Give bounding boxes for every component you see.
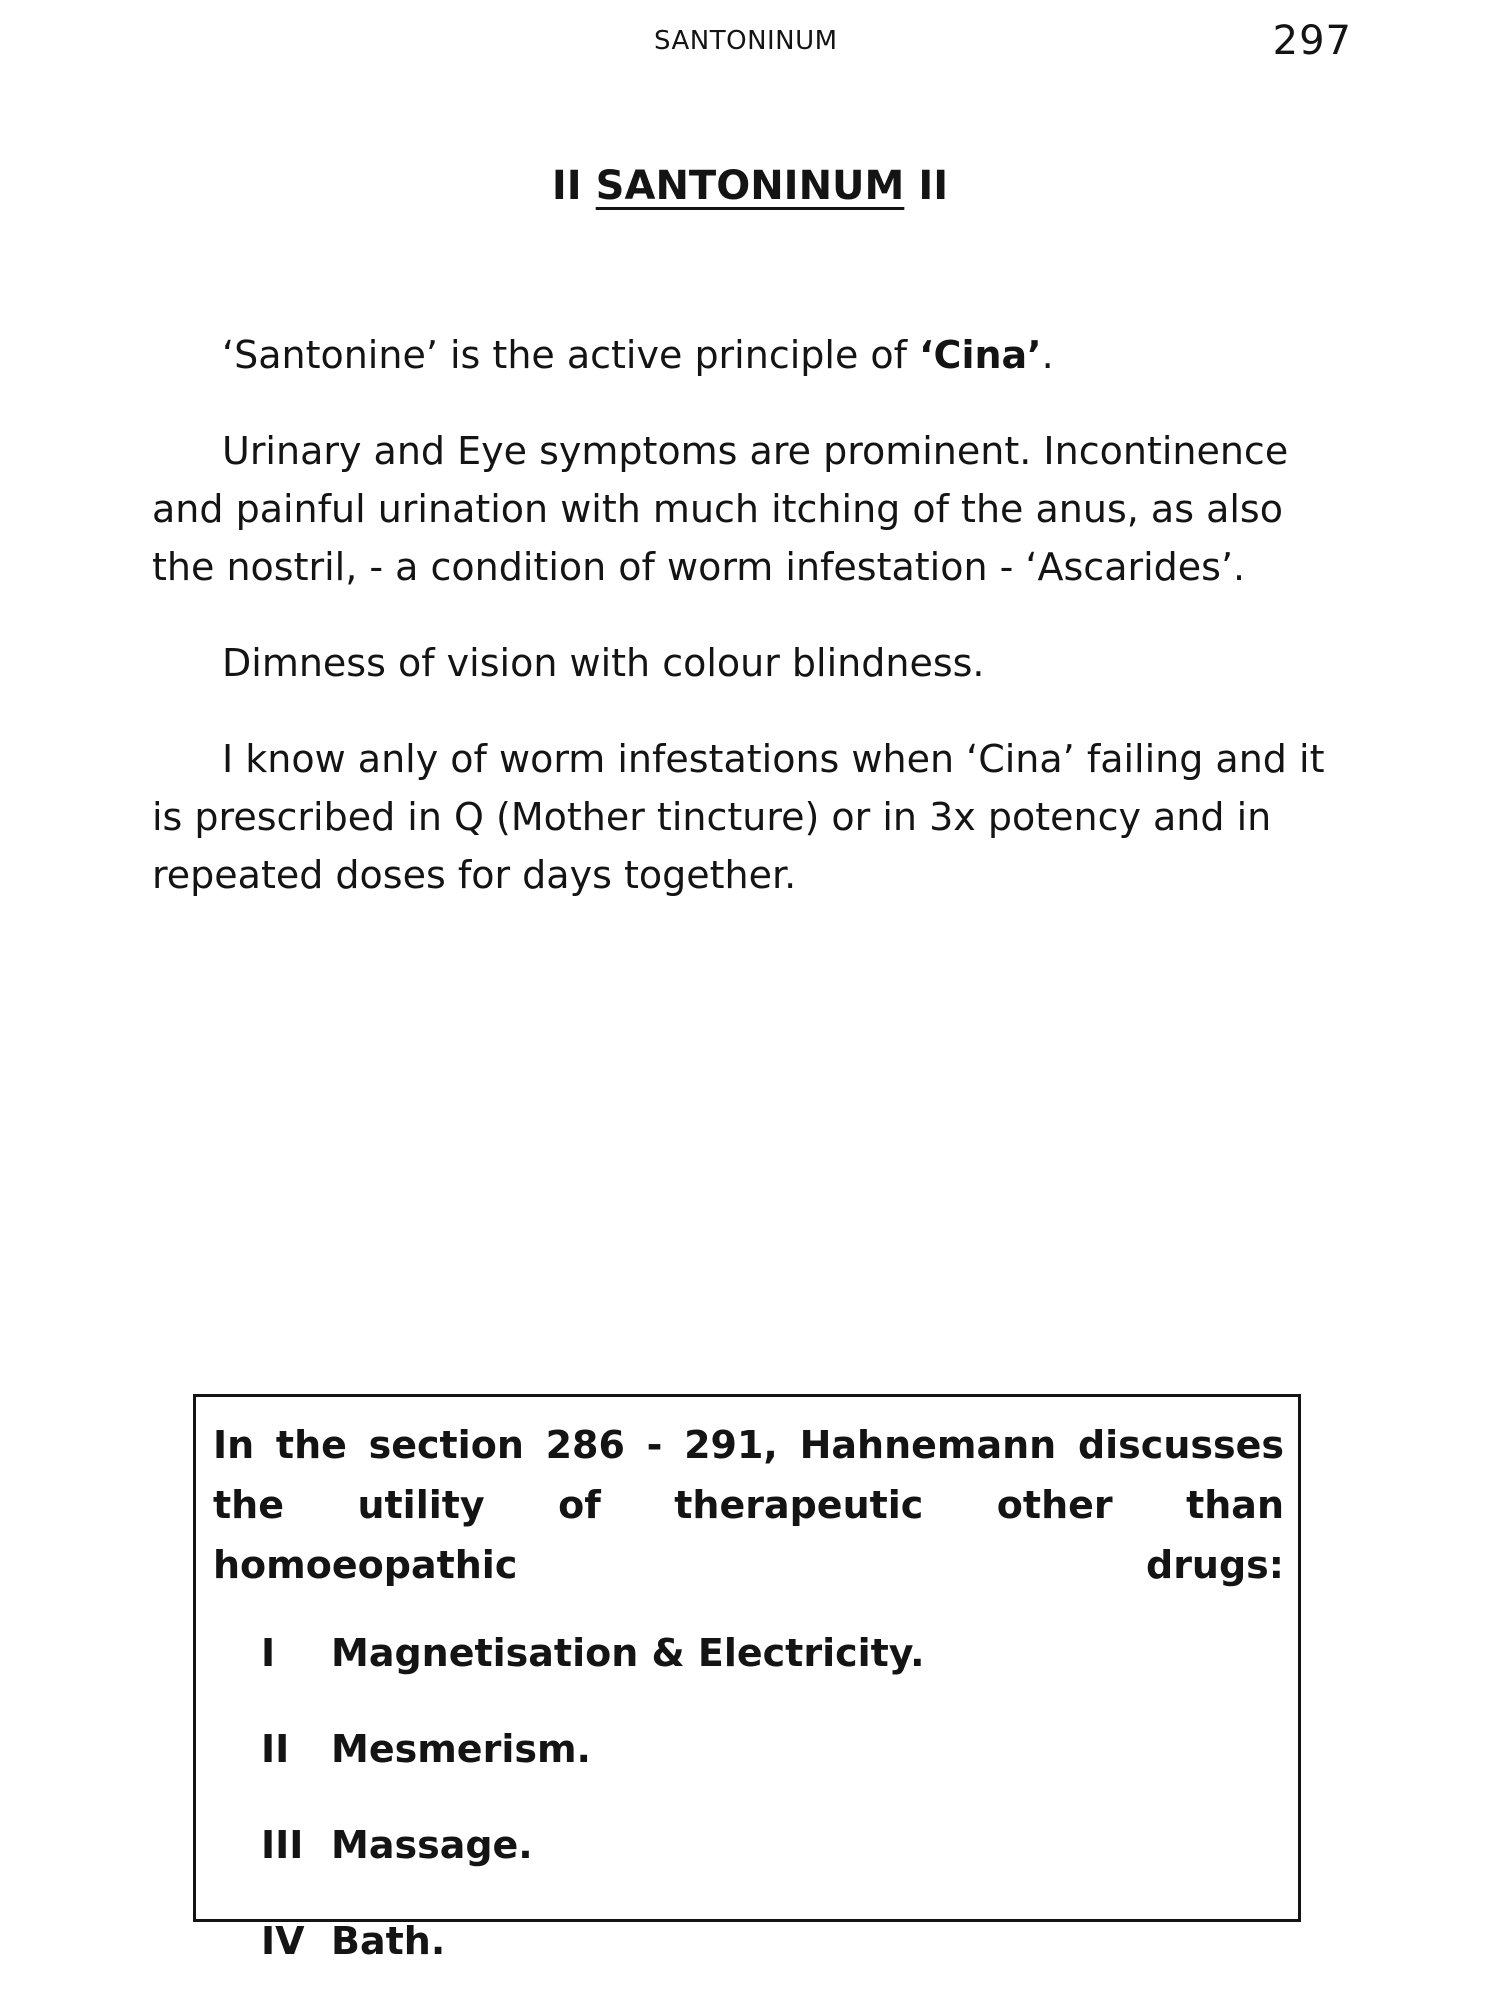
list-item bbox=[213, 1911, 1284, 2007]
paragraph-text: ‘Santonine’ is the active principle of bbox=[222, 333, 920, 377]
note-box bbox=[193, 1394, 1301, 1963]
paragraph-santonine bbox=[152, 326, 1342, 384]
paragraph-emphasis: ‘Cina’ bbox=[919, 333, 1042, 377]
paragraph-vision: Dimness of vision with colour blindness. bbox=[222, 641, 985, 685]
note-list bbox=[213, 1623, 1284, 2007]
page-number: 297 bbox=[1272, 18, 1352, 64]
title-suffix: II bbox=[918, 162, 949, 209]
paragraph-urinary-eye: Urinary and Eye symptoms are prominent. Incontinence and painful urination with much itching of the anus, as also the nostril, - a condition of worm infestation - ‘Ascarides’. bbox=[152, 429, 1289, 589]
note-intro: In the section 286 - 291, Hahnemann discusses the utility of therapeutic other than homoeopathic drugs: bbox=[213, 1423, 1284, 1587]
list-item bbox=[213, 1815, 1284, 1911]
list-item-label: Magnetisation & Electricity. bbox=[331, 1631, 925, 1675]
list-item-label: Massage. bbox=[331, 1823, 533, 1867]
list-item bbox=[213, 1623, 1284, 1719]
running-header-title: SANTONINUM bbox=[654, 26, 838, 56]
paragraph-text-end: . bbox=[1041, 333, 1054, 377]
title-prefix: II bbox=[551, 162, 582, 209]
paragraph-worm-infestation: I know anly of worm infestations when ‘Cina’ failing and it is prescribed in Q (Mother tincture) or in 3x potency and in repeated doses for days together. bbox=[152, 737, 1325, 897]
page-title bbox=[0, 163, 1500, 209]
title-text: SANTONINUM bbox=[595, 162, 905, 209]
list-item bbox=[213, 1719, 1284, 1815]
list-item-numeral: I bbox=[261, 1631, 276, 1675]
list-item-label: Mesmerism. bbox=[331, 1727, 591, 1771]
list-item-numeral: II bbox=[261, 1727, 290, 1771]
list-item-label: Bath. bbox=[331, 1919, 446, 1963]
list-item-numeral: III bbox=[261, 1823, 304, 1867]
list-item-numeral: IV bbox=[261, 1919, 305, 1963]
